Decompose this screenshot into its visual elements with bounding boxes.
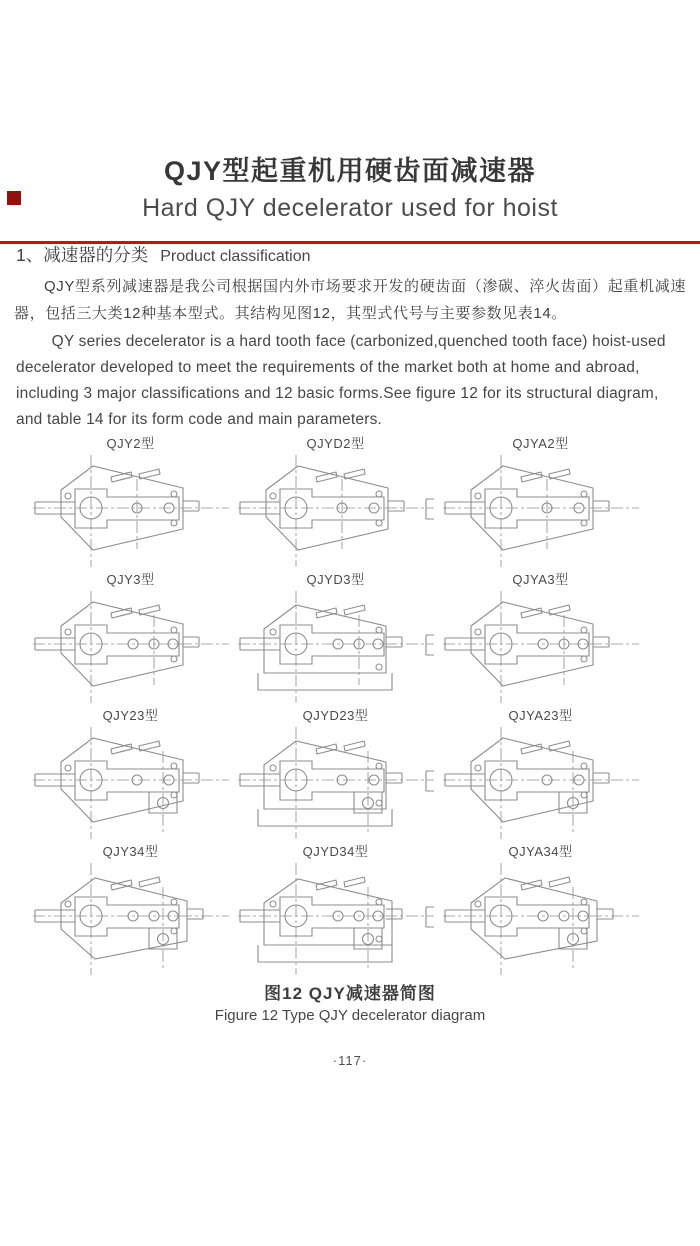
page-title-cn: QJY型起重机用硬齿面减速器 — [163, 156, 537, 186]
figure-grid — [28, 435, 700, 979]
gearbox-drawing — [236, 861, 436, 977]
figure-caption-en: Figure 12 Type QJY decelerator diagram — [214, 1007, 486, 1024]
diagram-cell — [28, 435, 233, 571]
header-rule — [0, 241, 700, 244]
diagram-label: QJYD3型 — [306, 572, 365, 587]
gearbox-drawing — [31, 453, 231, 569]
section-heading-cn: 1、减速器的分类 — [16, 245, 149, 265]
gearbox-drawing — [236, 589, 436, 705]
diagram-cell — [233, 571, 438, 707]
diagram-label: QJY3型 — [106, 572, 155, 587]
diagram-cell — [233, 843, 438, 979]
diagram-label: QJYA3型 — [512, 572, 569, 587]
gearbox-drawing — [236, 725, 436, 841]
page — [0, 154, 700, 1246]
gearbox-drawing — [441, 589, 641, 705]
diagram-label: QJY23型 — [102, 708, 159, 723]
diagram-label: QJYA23型 — [508, 708, 573, 723]
diagram-label: QJY2型 — [106, 436, 155, 451]
diagram-cell — [233, 435, 438, 571]
gearbox-drawing — [236, 453, 436, 569]
paragraph-cn: QJY型系列减速器是我公司根据国内外市场要求开发的硬齿面（渗碳、淬火齿面）起重机减速器，包括三大类12种基本型式。其结构见图12，其型式代号与主要参数见表14。 — [14, 278, 686, 322]
diagram-label: QJYD23型 — [302, 708, 369, 723]
paragraph-en: QY series decelerator is a hard tooth face (carbonized,quenched tooth face) hoist-used decelerator developed to meet the requirements of the market both at home and abroad, including 3 major classifications and 12 basic forms.See figure 12 for its structural diagram, and table 14 for its form code and main parameters. — [16, 333, 666, 428]
diagram-cell — [233, 707, 438, 843]
page-number: ·117· — [332, 1053, 368, 1068]
diagram-cell — [438, 571, 643, 707]
gearbox-drawing — [441, 453, 641, 569]
diagram-cell — [438, 843, 643, 979]
gearbox-drawing — [31, 725, 231, 841]
gearbox-drawing — [441, 725, 641, 841]
page-title-en: Hard QJY decelerator used for hoist — [142, 194, 558, 222]
diagram-label: QJY34型 — [102, 844, 159, 859]
diagram-cell — [438, 435, 643, 571]
gearbox-drawing — [441, 861, 641, 977]
gearbox-drawing — [31, 861, 231, 977]
corner-accent-square — [7, 191, 21, 205]
diagram-cell — [28, 843, 233, 979]
section-heading — [16, 244, 684, 268]
diagram-label: QJYA2型 — [512, 436, 569, 451]
diagram-cell — [438, 707, 643, 843]
section-heading-en: Product classification — [160, 248, 311, 265]
diagram-label: QJYA34型 — [508, 844, 573, 859]
diagram-label: QJYD34型 — [302, 844, 369, 859]
figure-caption-cn: 图12 QJY减速器简图 — [264, 984, 436, 1003]
gearbox-drawing — [31, 589, 231, 705]
diagram-cell — [28, 571, 233, 707]
diagram-cell — [28, 707, 233, 843]
diagram-label: QJYD2型 — [306, 436, 365, 451]
